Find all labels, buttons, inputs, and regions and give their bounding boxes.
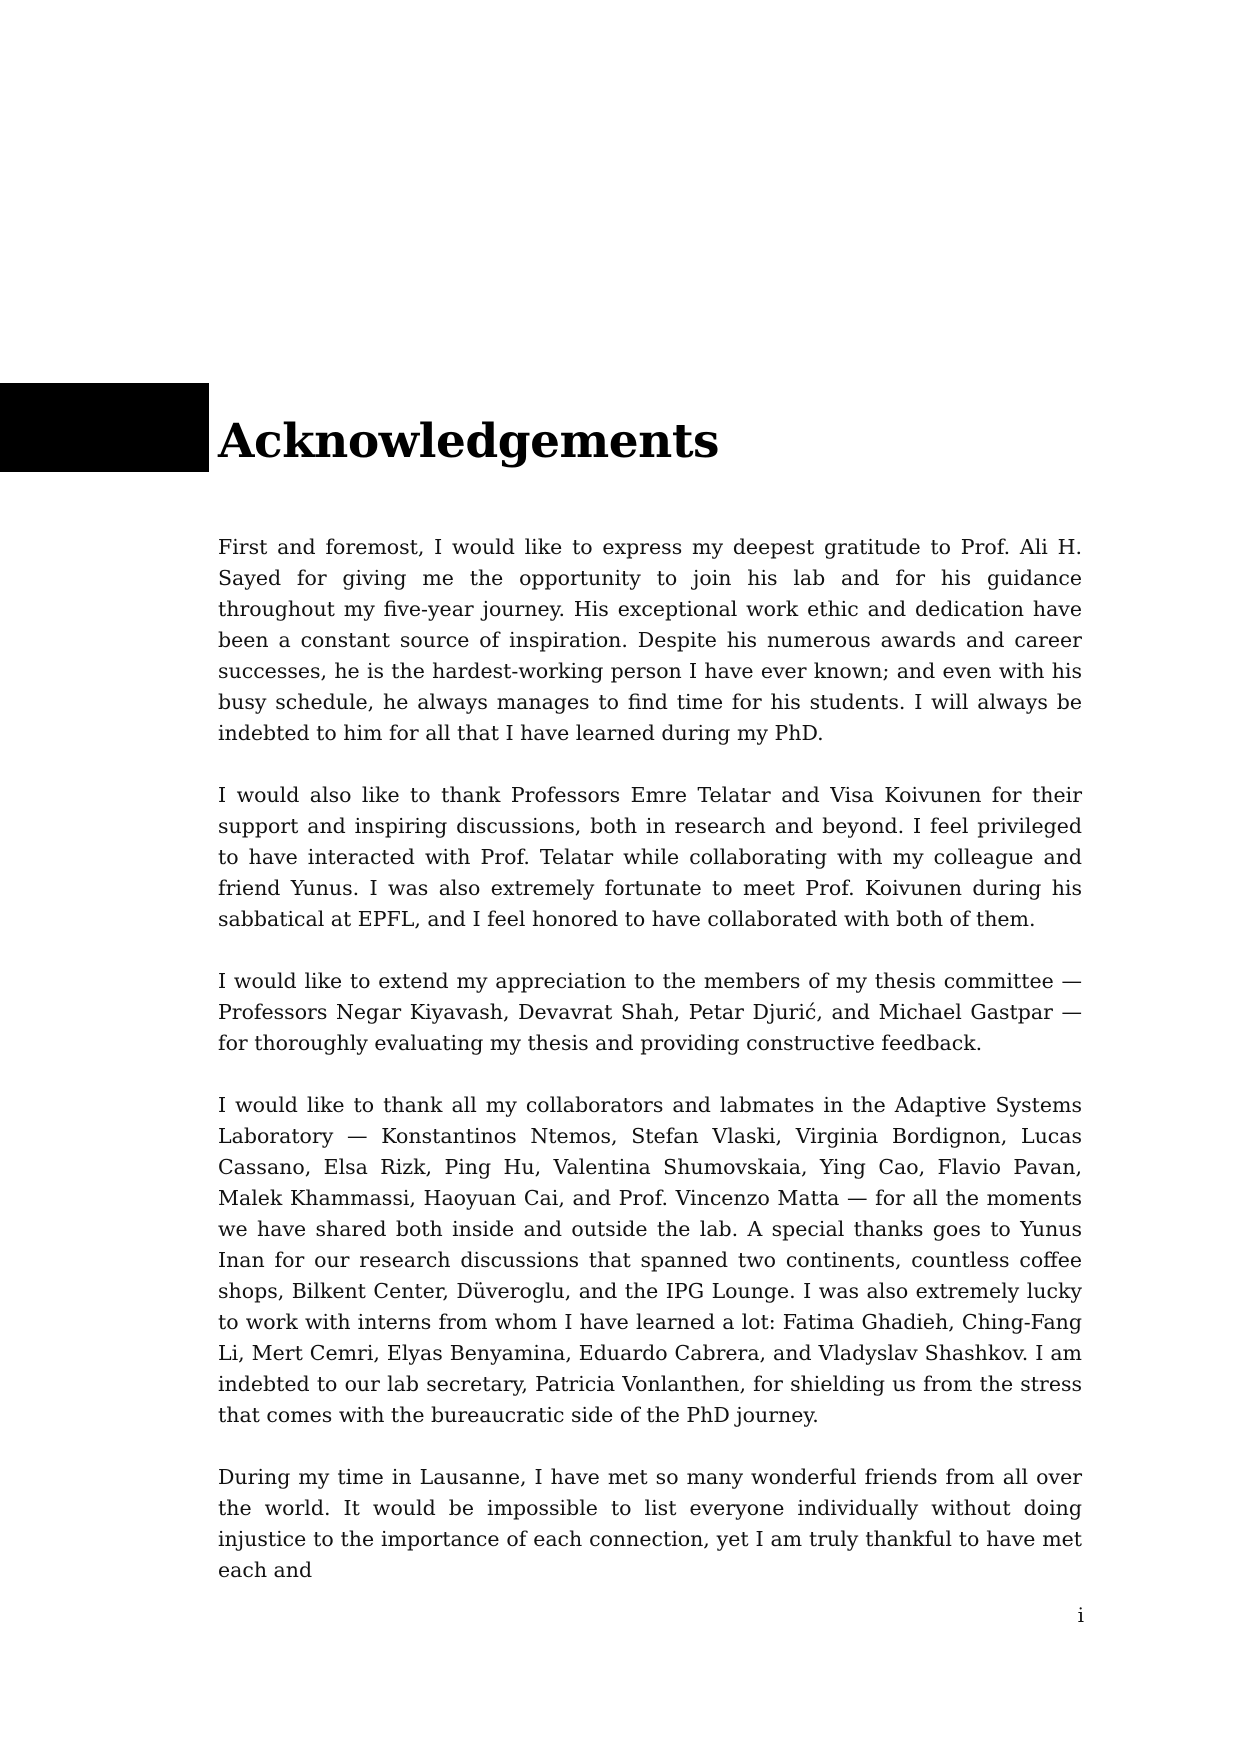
chapter-title: Acknowledgements — [218, 414, 719, 469]
page-number: i — [1077, 1603, 1084, 1627]
chapter-marker-block — [0, 383, 209, 472]
paragraph-committee: I would like to extend my appreciation to the members of my thesis committee — Professors Negar Kiyavash, Devavrat Shah, Petar Djurić, and Michael Gastpar — for thoroughly evaluating my thesis and providing constructive feedback. — [218, 969, 1082, 1055]
body-text — [218, 532, 1082, 1617]
paragraph-professors: I would also like to thank Professors Emre Telatar and Visa Koivunen for their support and inspiring discussions, both in research and beyond. I feel privileged to have interacted with Prof. Telatar while collaborating with my colleague and friend Yunus. I was also extremely fortunate to meet Prof. Koivunen during his sabbatical at EPFL, and I feel honored to have collaborated with both of them. — [218, 783, 1082, 931]
paragraph-labmates: I would like to thank all my collaborators and labmates in the Adaptive Systems Laboratory — Konstantinos Ntemos, Stefan Vlaski, Virginia Bordignon, Lucas Cassano, Elsa Rizk, Ping Hu, Valentina Shumovskaia, Ying Cao, Flavio Pavan, Malek Khammassi, Haoyuan Cai, and Prof. Vincenzo Matta — for all the moments we have shared both inside and outside the lab. A special thanks goes to Yunus Inan for our research discussions that spanned two continents, countless coffee shops, Bilkent Center, Düveroglu, and the IPG Lounge. I was also extremely lucky to work with interns from whom I have learned a lot: Fatima Ghadieh, Ching-Fang Li, Mert Cemri, Elyas Benyamina, Eduardo Cabrera, and Vladyslav Shashkov. I am indebted to our lab secretary, Patricia Vonlanthen, for shielding us from the stress that comes with the bureaucratic side of the PhD journey. — [218, 1093, 1082, 1427]
paragraph-friends: During my time in Lausanne, I have met so many wonderful friends from all over the world. It would be impossible to list everyone individually without doing injustice to the importance of each connection, yet I am truly thankful to have met each and — [218, 1465, 1082, 1582]
paragraph-advisor: First and foremost, I would like to express my deepest gratitude to Prof. Ali H. Sayed for giving me the opportunity to join his lab and for his guidance throughout my five-year journey. His exceptional work ethic and dedication have been a constant source of inspiration. Despite his numerous awards and career successes, he is the hardest-working person I have ever known; and even with his busy schedule, he always manages to find time for his students. I will always be indebted to him for all that I have learned during my PhD. — [218, 535, 1082, 745]
